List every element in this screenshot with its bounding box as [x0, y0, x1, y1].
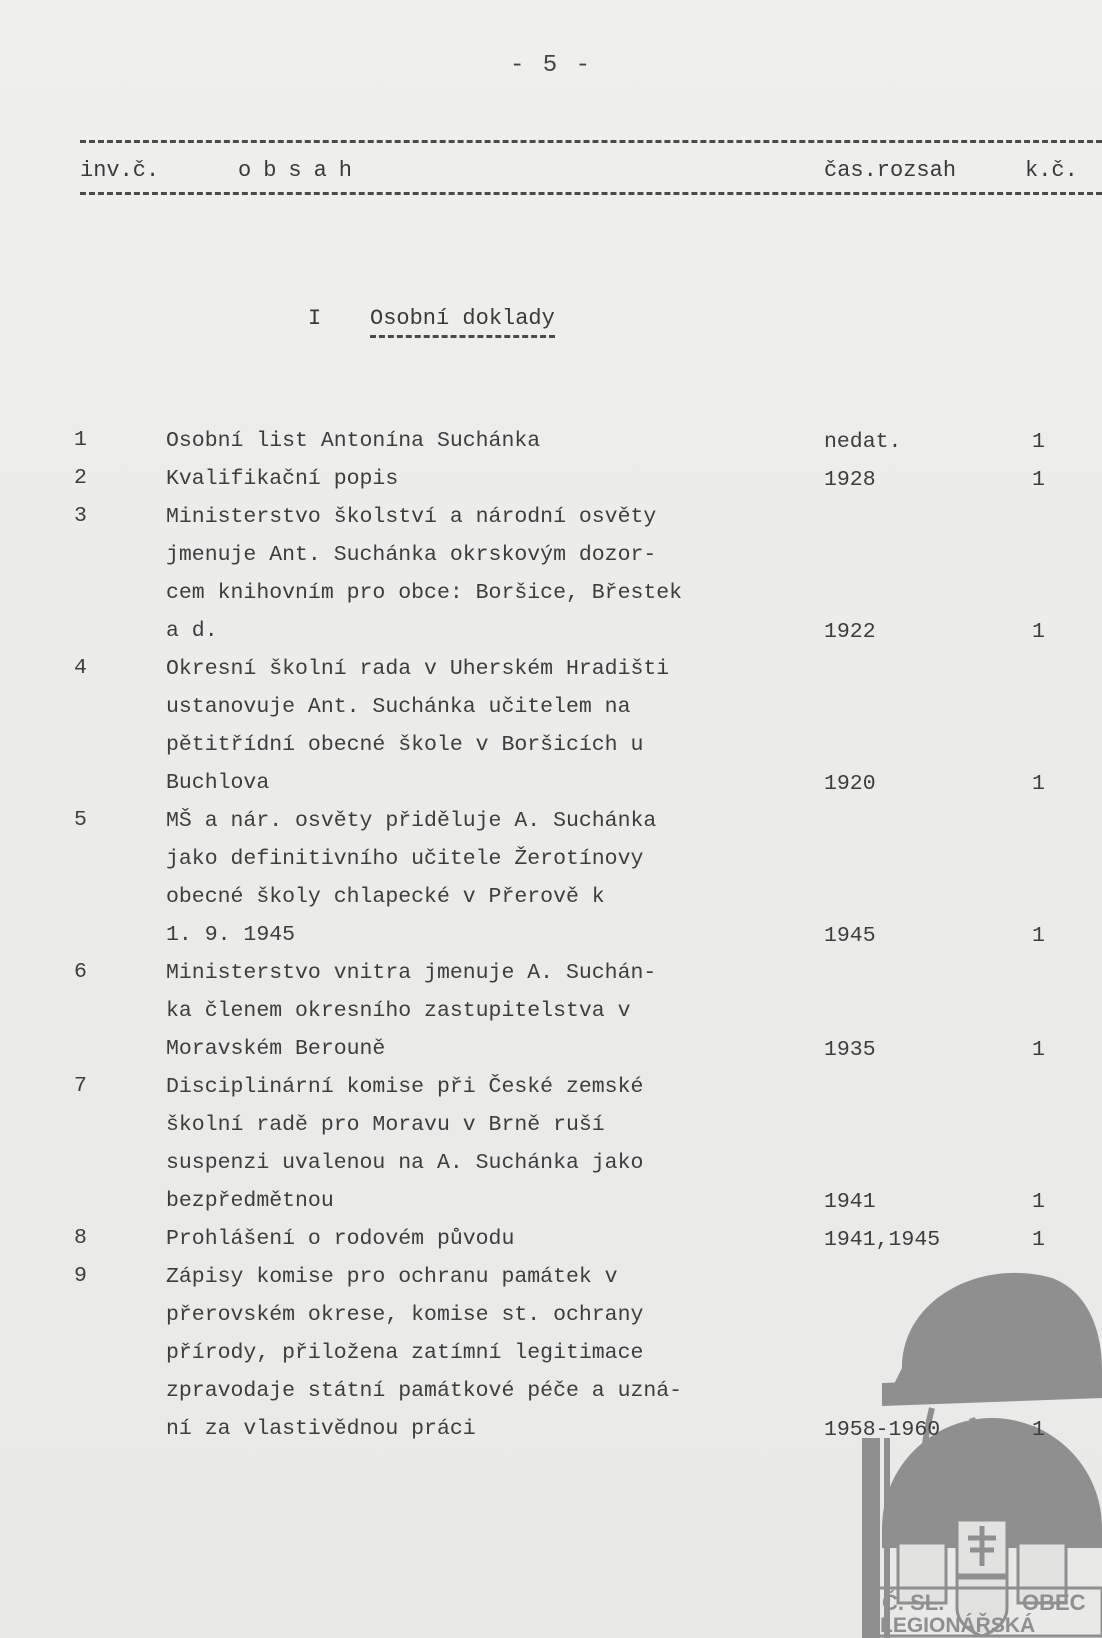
description-line: ní za vlastivědnou práci	[166, 1417, 476, 1441]
description-line: přírody, přiložena zatímní legitimace	[166, 1341, 644, 1365]
page-number: - 5 -	[509, 52, 592, 79]
inventory-description	[166, 808, 806, 960]
inventory-box-number: 1	[1032, 620, 1045, 644]
column-header-timespan: čas.rozsah	[824, 158, 957, 183]
description-line: 1. 9. 1945	[166, 923, 296, 947]
inventory-timespan: 1935	[824, 1038, 876, 1062]
description-line: Ministerstvo vnitra jmenuje A. Suchán-	[166, 961, 657, 985]
header-rule-top	[80, 140, 1102, 143]
inventory-number: 7	[74, 1074, 87, 1098]
inventory-number: 5	[74, 808, 87, 832]
inventory-description	[166, 428, 806, 466]
inventory-box-number: 1	[1032, 1038, 1045, 1062]
description-line: přerovském okrese, komise st. ochrany	[166, 1303, 644, 1327]
inventory-box-number: 1	[1032, 772, 1045, 796]
inventory-row	[0, 1074, 1102, 1226]
inventory-number: 6	[74, 960, 87, 984]
description-line: jako definitivního učitele Žerotínovy	[166, 847, 644, 871]
inventory-list	[0, 428, 1102, 1454]
description-line: MŠ a nár. osvěty přiděluje A. Suchánka	[166, 809, 657, 833]
description-line: obecné školy chlapecké v Přerově k	[166, 885, 605, 909]
description-line: Osobní list Antonína Suchánka	[166, 429, 541, 453]
inventory-timespan: 1920	[824, 772, 876, 796]
description-line: ka členem okresního zastupitelstva v	[166, 999, 631, 1023]
inventory-number: 2	[74, 466, 87, 490]
description-line: Moravském Berouně	[166, 1037, 386, 1061]
description-line: bezpředmětnou	[166, 1189, 334, 1213]
inventory-timespan: 1958-1960	[824, 1418, 941, 1442]
inventory-row	[0, 808, 1102, 960]
column-header-content: obsah	[238, 158, 365, 183]
inventory-row	[0, 960, 1102, 1074]
inventory-timespan: 1928	[824, 468, 876, 492]
section-title: Osobní doklady	[370, 306, 555, 338]
inventory-row	[0, 428, 1102, 466]
inventory-description	[166, 1226, 806, 1264]
inventory-timespan: 1922	[824, 620, 876, 644]
logo-text-csl: Č. SL.	[882, 1590, 945, 1615]
inventory-description	[166, 1264, 806, 1454]
description-line: Zápisy komise pro ochranu památek v	[166, 1265, 618, 1289]
description-line: pětitřídní obecné škole v Boršicích u	[166, 733, 644, 757]
inventory-number: 3	[74, 504, 87, 528]
column-header-box: k.č.	[1025, 158, 1078, 183]
description-line: Kvalifikační popis	[166, 467, 399, 491]
column-header-inv: inv.č.	[80, 158, 160, 183]
description-line: ustanovuje Ant. Suchánka učitelem na	[166, 695, 631, 719]
inventory-number: 9	[74, 1264, 87, 1288]
inventory-row	[0, 466, 1102, 504]
description-line: jmenuje Ant. Suchánka okrskovým dozor-	[166, 543, 657, 567]
description-line: Buchlova	[166, 771, 270, 795]
inventory-row	[0, 504, 1102, 656]
inventory-row	[0, 1264, 1102, 1454]
inventory-description	[166, 656, 806, 808]
inventory-box-number: 1	[1032, 1418, 1045, 1442]
section-numeral: I	[308, 306, 322, 331]
description-line: Disciplinární komise při České zemské	[166, 1075, 644, 1099]
description-line: suspenzi uvalenou na A. Suchánka jako	[166, 1151, 644, 1175]
inventory-number: 1	[74, 428, 87, 452]
description-line: školní radě pro Moravu v Brně ruší	[166, 1113, 605, 1137]
inventory-box-number: 1	[1032, 1228, 1045, 1252]
inventory-box-number: 1	[1032, 430, 1045, 454]
header-rule-bottom	[80, 192, 1102, 195]
logo-text-legionarska: LEGIONÁŘSKÁ	[880, 1614, 1036, 1637]
inventory-description	[166, 1074, 806, 1226]
inventory-timespan: 1945	[824, 924, 876, 948]
inventory-description	[166, 960, 806, 1074]
inventory-number: 8	[74, 1226, 87, 1250]
inventory-box-number: 1	[1032, 1190, 1045, 1214]
inventory-box-number: 1	[1032, 468, 1045, 492]
inventory-row	[0, 1226, 1102, 1264]
inventory-description	[166, 504, 806, 656]
section-heading	[308, 306, 555, 338]
description-line: zpravodaje státní památkové péče a uzná-	[166, 1379, 683, 1403]
inventory-description	[166, 466, 806, 504]
inventory-row	[0, 656, 1102, 808]
inventory-box-number: 1	[1032, 924, 1045, 948]
description-line: Prohlášení o rodovém původu	[166, 1227, 515, 1251]
logo-text-obec: OBEC	[1022, 1590, 1086, 1615]
description-line: cem knihovním pro obce: Boršice, Břestek	[166, 581, 683, 605]
description-line: a d.	[166, 619, 218, 643]
description-line: Ministerstvo školství a národní osvěty	[166, 505, 657, 529]
inventory-timespan: 1941,1945	[824, 1228, 941, 1252]
inventory-number: 4	[74, 656, 87, 680]
inventory-timespan: 1941	[824, 1190, 876, 1214]
inventory-timespan: nedat.	[824, 430, 902, 454]
description-line: Okresní školní rada v Uherském Hradišti	[166, 657, 670, 681]
